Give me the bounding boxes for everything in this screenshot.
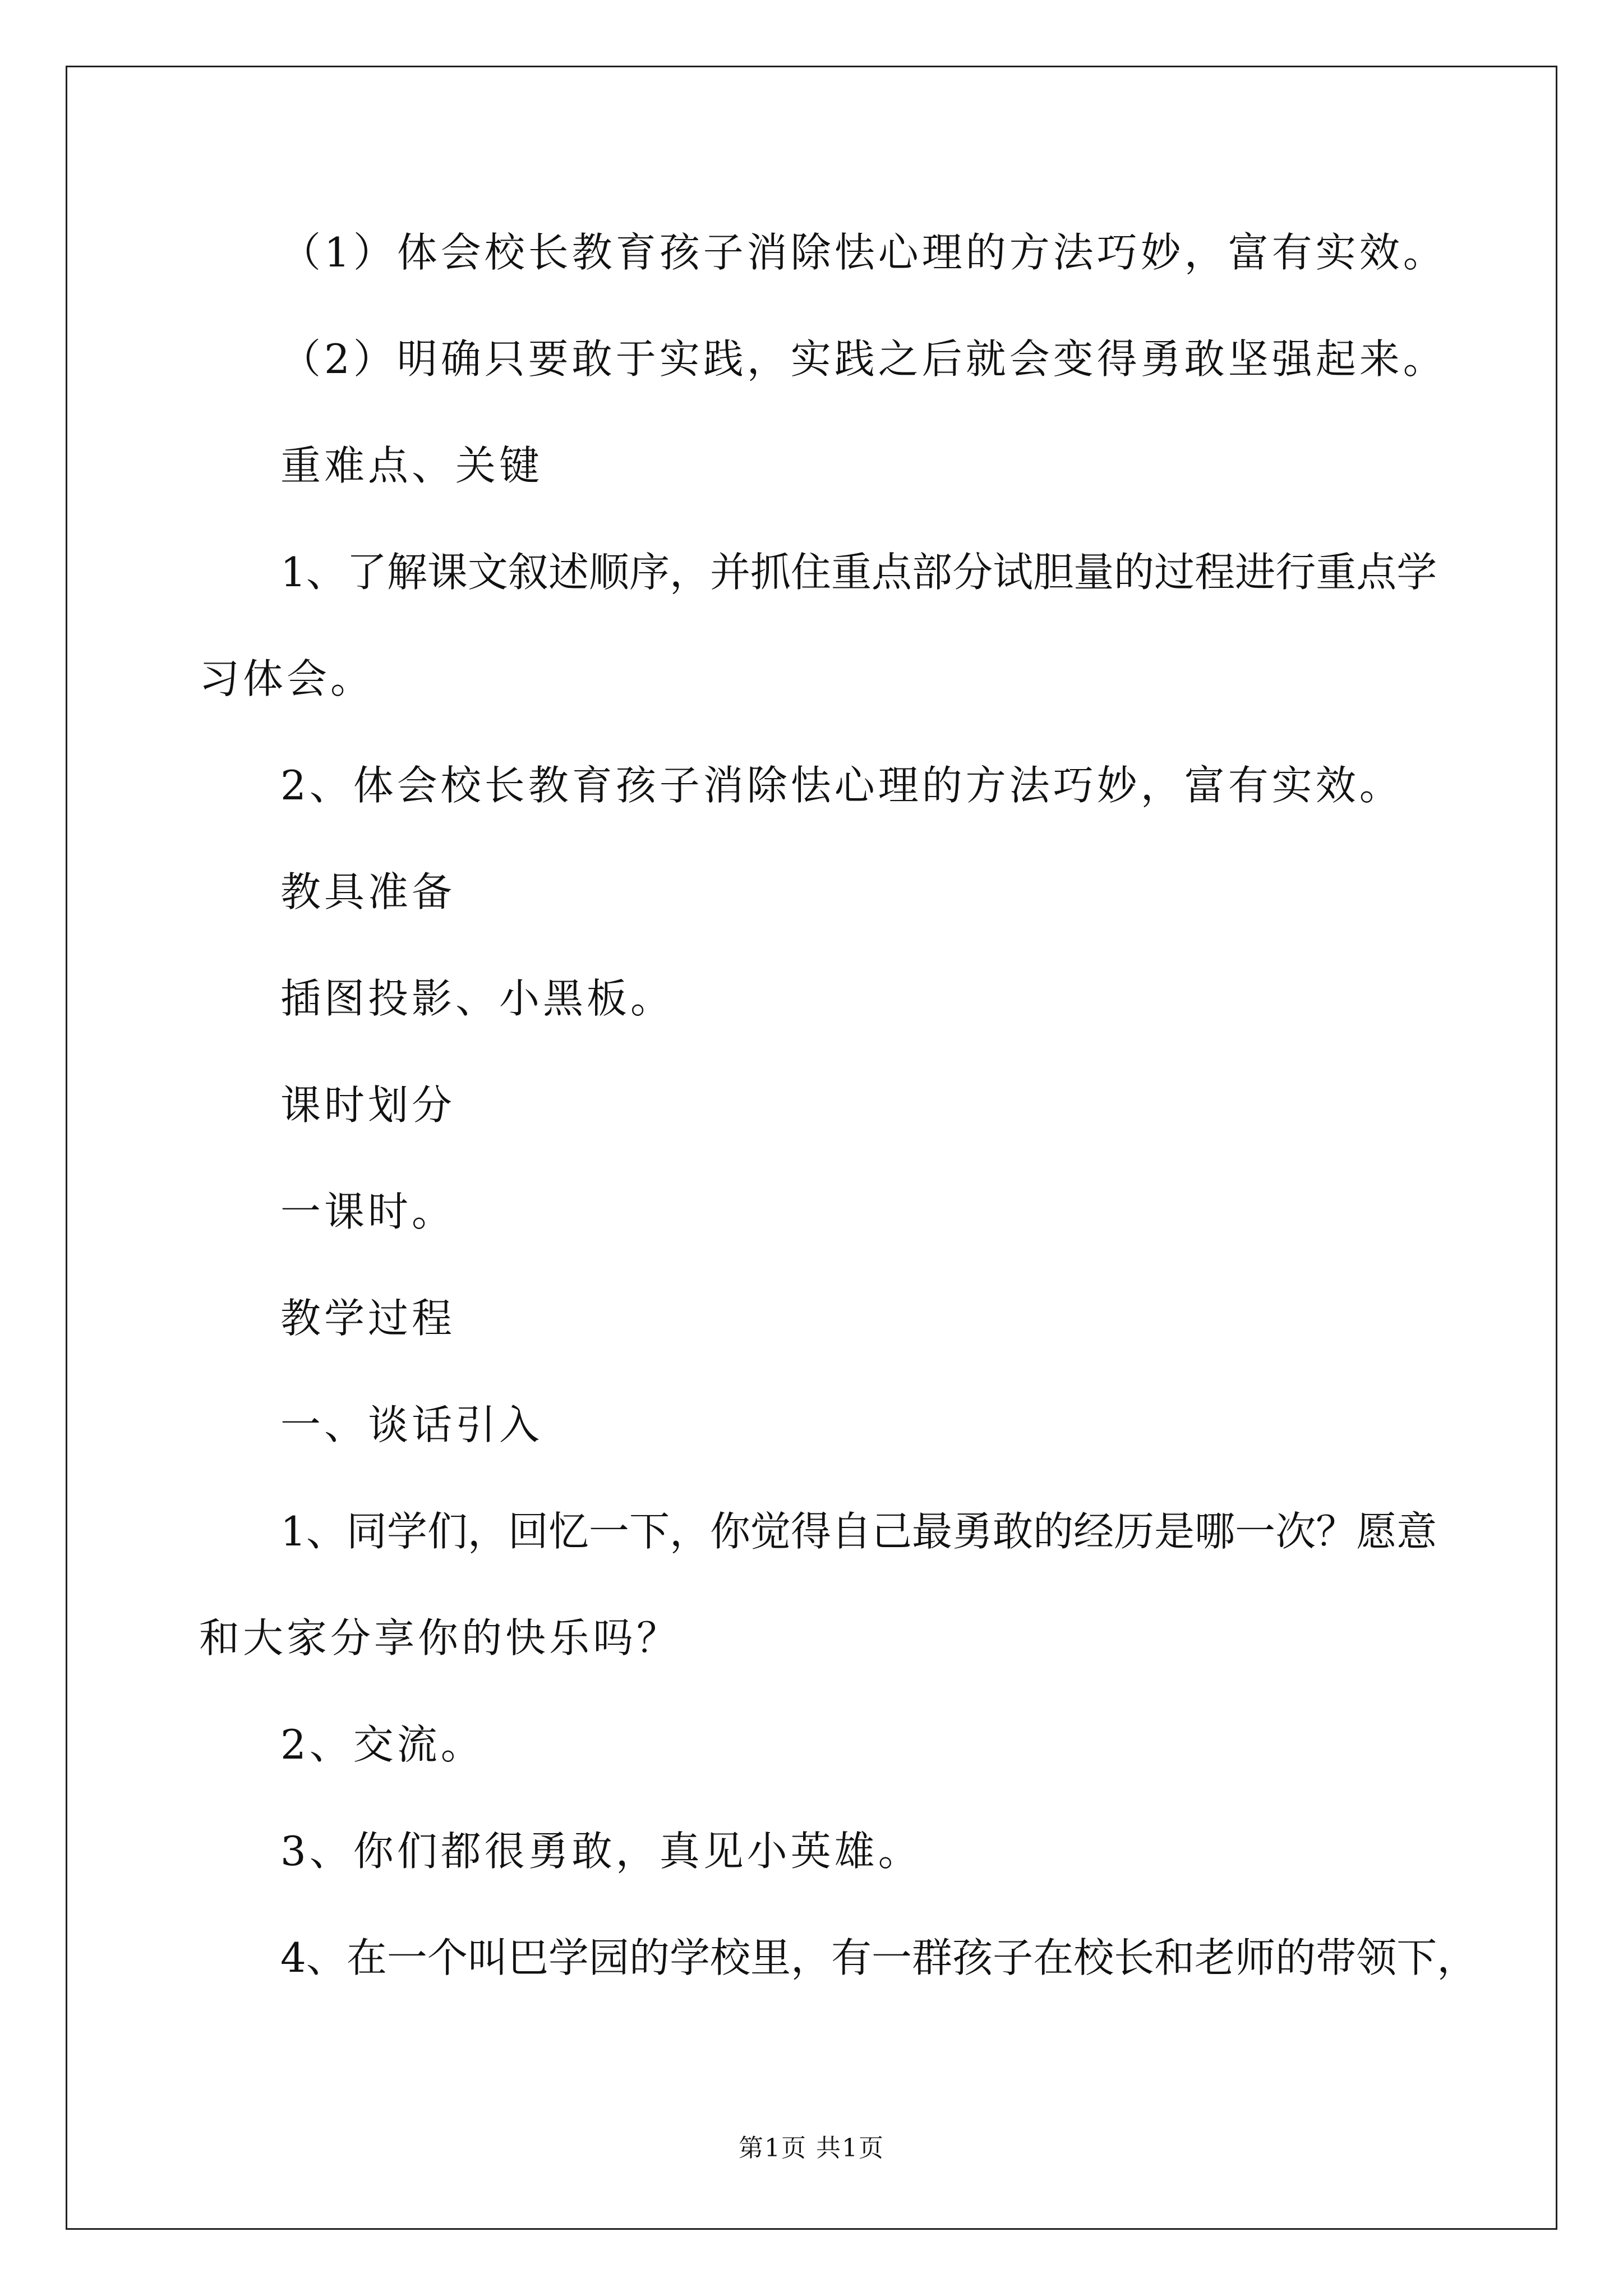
text-char: 一 bbox=[872, 1934, 912, 1981]
text-char: 序 bbox=[629, 549, 670, 596]
text-char: 、 bbox=[306, 1508, 347, 1555]
text-char: 园 bbox=[588, 1934, 629, 1981]
text-char: 、 bbox=[306, 549, 347, 596]
text-char: 学 bbox=[548, 1934, 589, 1981]
paragraph-line-justified bbox=[280, 544, 1437, 600]
text-char: 勇 bbox=[952, 1508, 993, 1555]
text-char: 你 bbox=[709, 1508, 750, 1555]
text-char: 学 bbox=[1396, 549, 1437, 596]
paragraph-line: 2、体会校长教育孩子消除怯心理的方法巧妙，富有实效。 bbox=[280, 762, 1403, 809]
text-char: 巴 bbox=[508, 1934, 548, 1981]
section-heading: 课时划分 bbox=[280, 1082, 456, 1129]
text-char: 最 bbox=[912, 1508, 953, 1555]
text-char: 敢 bbox=[993, 1508, 1034, 1555]
text-char: 的 bbox=[1114, 549, 1155, 596]
section-heading: 教学过程 bbox=[280, 1295, 456, 1342]
text-char: 解 bbox=[386, 549, 427, 596]
text-char: 下 bbox=[629, 1508, 670, 1555]
text-char: 住 bbox=[791, 549, 832, 596]
text-char: 长 bbox=[1114, 1934, 1155, 1981]
text-char: 一 bbox=[588, 1508, 629, 1555]
text-char: ， bbox=[669, 1508, 710, 1555]
text-char: 下 bbox=[1396, 1934, 1437, 1981]
text-char: 、 bbox=[306, 1934, 347, 1981]
text-char: ， bbox=[669, 549, 710, 596]
text-char: 课 bbox=[427, 549, 468, 596]
paragraph-line: 插图投影、小黑板。 bbox=[280, 975, 675, 1022]
text-char: 校 bbox=[709, 1934, 750, 1981]
text-char: 子 bbox=[993, 1934, 1034, 1981]
text-char: 同 bbox=[346, 1508, 387, 1555]
text-char: 意 bbox=[1396, 1508, 1437, 1555]
paragraph-line: （2）明确只要敢于实践，实践之后就会变得勇敢坚强起来。 bbox=[280, 335, 1447, 383]
text-char: 程 bbox=[1195, 549, 1235, 596]
text-char: 在 bbox=[1033, 1934, 1074, 1981]
text-char: 的 bbox=[1033, 1508, 1074, 1555]
text-char: 叫 bbox=[467, 1934, 508, 1981]
text-char: 量 bbox=[1073, 549, 1114, 596]
text-char: 点 bbox=[1356, 549, 1397, 596]
text-char: ， bbox=[467, 1508, 508, 1555]
paragraph-line: 和大家分享你的快乐吗？ bbox=[199, 1614, 681, 1662]
text-char: 老 bbox=[1195, 1934, 1235, 1981]
text-char: 文 bbox=[467, 549, 508, 596]
text-char: 1 bbox=[280, 549, 306, 596]
paragraph-line: 2、交流。 bbox=[280, 1721, 485, 1768]
text-char: 并 bbox=[709, 549, 750, 596]
text-char: 重 bbox=[1316, 549, 1357, 596]
text-char: 过 bbox=[1154, 549, 1195, 596]
text-char: 顺 bbox=[588, 549, 629, 596]
text-char: 得 bbox=[791, 1508, 832, 1555]
text-char: 叙 bbox=[508, 549, 548, 596]
section-heading: 一、谈话引入 bbox=[280, 1401, 543, 1448]
text-char: 回 bbox=[508, 1508, 548, 1555]
text-char: ， bbox=[791, 1934, 832, 1981]
text-char: 个 bbox=[427, 1934, 468, 1981]
paragraph-line: 3、你们都很勇敢，真见小英雄。 bbox=[280, 1828, 922, 1875]
text-char: 自 bbox=[831, 1508, 872, 1555]
text-char: 历 bbox=[1114, 1508, 1155, 1555]
paragraph-line: 一课时。 bbox=[280, 1188, 456, 1235]
paragraph-line: （1）体会校长教育孩子消除怯心理的方法巧妙，富有实效。 bbox=[280, 229, 1447, 276]
text-char: ， bbox=[1437, 1934, 1478, 1981]
text-char: 有 bbox=[831, 1934, 872, 1981]
text-char: 学 bbox=[386, 1508, 427, 1555]
text-char: 校 bbox=[1073, 1934, 1114, 1981]
text-char: 们 bbox=[427, 1508, 468, 1555]
text-char: 次 bbox=[1275, 1508, 1316, 1555]
text-char: 行 bbox=[1275, 549, 1316, 596]
section-heading: 重难点、关键 bbox=[280, 442, 543, 489]
text-char: 忆 bbox=[548, 1508, 589, 1555]
text-char: 重 bbox=[831, 549, 872, 596]
text-char: 一 bbox=[1235, 1508, 1276, 1555]
text-char: 点 bbox=[872, 549, 912, 596]
text-char: 里 bbox=[750, 1934, 791, 1981]
text-char: 的 bbox=[629, 1934, 670, 1981]
text-char: 述 bbox=[548, 549, 589, 596]
text-char: 哪 bbox=[1195, 1508, 1235, 1555]
text-char: 进 bbox=[1235, 549, 1276, 596]
paragraph-line: 习体会。 bbox=[199, 655, 375, 702]
text-char: 领 bbox=[1356, 1934, 1397, 1981]
text-char: 愿 bbox=[1356, 1508, 1397, 1555]
page-border bbox=[66, 66, 1557, 2230]
text-char: 带 bbox=[1316, 1934, 1357, 1981]
text-char: 觉 bbox=[750, 1508, 791, 1555]
section-heading: 教具准备 bbox=[280, 868, 456, 915]
text-char: ？ bbox=[1316, 1508, 1357, 1555]
text-char: 是 bbox=[1154, 1508, 1195, 1555]
text-char: 部 bbox=[912, 549, 953, 596]
text-char: 和 bbox=[1154, 1934, 1195, 1981]
paragraph-line-justified bbox=[280, 1503, 1437, 1559]
text-char: 学 bbox=[669, 1934, 710, 1981]
text-char: 抓 bbox=[750, 549, 791, 596]
text-char: 试 bbox=[993, 549, 1034, 596]
text-char: 孩 bbox=[952, 1934, 993, 1981]
page-number-footer: 第1页 共1页 bbox=[739, 2134, 884, 2162]
text-char: 的 bbox=[1275, 1934, 1316, 1981]
text-char: 1 bbox=[280, 1508, 306, 1555]
paragraph-line-justified bbox=[280, 1930, 1478, 1986]
text-char: 师 bbox=[1235, 1934, 1276, 1981]
text-char: 一 bbox=[386, 1934, 427, 1981]
text-char: 胆 bbox=[1033, 549, 1074, 596]
text-char: 在 bbox=[346, 1934, 387, 1981]
text-char: 了 bbox=[346, 549, 387, 596]
text-char: 4 bbox=[280, 1934, 306, 1981]
text-char: 己 bbox=[872, 1508, 912, 1555]
text-char: 分 bbox=[952, 549, 993, 596]
text-char: 经 bbox=[1073, 1508, 1114, 1555]
text-char: 群 bbox=[912, 1934, 953, 1981]
